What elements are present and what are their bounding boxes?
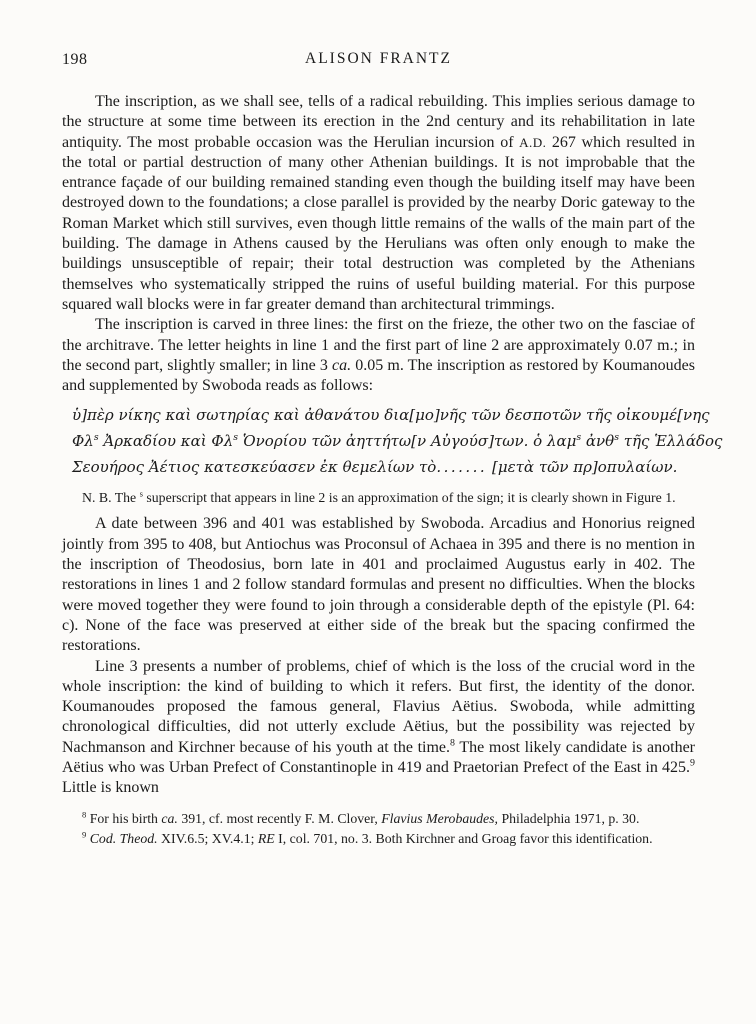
greek-inscription-line-2: $\Phi\lambda^s$ Ἀρκαδίου καὶ $\Phi\lambda^s$ Ὁνορίου τῶν ἀηττήτω[ν Αὐγούσ]των. ὁ λαμ$^s$ ἀνθ$^s$ τῆς Ἑλλάδος [72,432,723,451]
paragraph-rebuilding: The inscription, as we shall see, tells of a radical rebuilding. This implies serious damage to the structure at some time between its erection in the 2nd century and its rehabilitation in late antiquity. The most probable occasion was the Herulian incursion of A.D. 267 which resulted in the total or partial destruction of many other Athenian buildings. It is not improbable that the entrance façade of our building remained standing even though the building itself may have been destroyed down to the foundations; a close parallel is provided by the nearby Doric gateway to the Roman Market which still survives, even though little remains of the walls of the main part of the building. The damage in Athens caused by the Herulians was often only enough to make the buildings unsusceptible of repair; their total destruction was completed by the Athenians themselves who systematically stripped the ruins of useful building material. For this purpose squared wall blocks were in far greater demand than architectural trimmings. [62,93,695,313]
greek-inscription-line-1: ὑ]πὲρ νίκης καὶ σωτηρίας καὶ ἀθανάτου δια[μο]νῆς τῶν δεσποτῶν τῆς οἰκουμέ[νης [72,406,710,425]
greek-inscription-line-3: Σεουήρος Ἀέτιος κατεσκεύασεν ἐκ θεμελίων τὸ....... [μετὰ τῶν πρ]οπυλαίων. [72,458,678,477]
footnotes-section [62,809,695,850]
greek-inscription [72,402,723,480]
running-head: ALISON FRANTZ [305,50,452,67]
footnote-8: $^8$ For his birth ca. 391, cf. most recently F. M. Clover, Flavius Merobaudes, Philadelphia 1971, p. 30. [82,809,640,826]
paragraph-line3-problems: Line 3 presents a number of problems, chief of which is the loss of the crucial word in the whole inscription: the kind of building to which it refers. But first, the identity of the donor. Koumanoudes proposed the famous general, Flavius Aëtius. Swoboda, while admitting chronological difficulties, did not utterly exclude Aëtius, but the possibility was rejected by Nachmanson and Kirchner because of his youth at the time.$^8$ The most likely candidate is another Aëtius who was Urban Prefect of Constantinople in 419 and Praetorian Prefect of the East in 425.$^9$ Little is known [62,657,695,797]
page-header [62,50,695,70]
nota-bene-note: N. B. The $^s$ superscript that appears in line 2 is an approximation of the sign; it is clearly shown in Figure 1. [82,488,676,506]
paragraph-inscription-lines: The inscription is carved in three lines: the first on the frieze, the other two on the fasciae of the architrave. The letter heights in line 1 and the first part of line 2 are approximately 0.07 m.; in the second part, slightly smaller; in line 3 ca. 0.05 m. The inscription as restored by Koumanoudes and supplemented by Swoboda reads as follows: [62,316,695,395]
page-number: 198 [62,51,88,68]
paragraph-dating: A date between 396 and 401 was established by Swoboda. Arcadius and Honorius reigned jointly from 395 to 408, but Antiochus was Proconsul of Achaea in 395 and there is no mention in the inscription of Theodosius, born late in 401 and proclaimed Augustus early in 402. The restorations in lines 1 and 2 follow standard formulas and present no difficulties. When the blocks were moved together they were found to join through a considerable depth of the epistyle (Pl. 64: c). None of the face was preserved at either side of the break but the spacing confirmed the restorations. [62,515,695,655]
footnote-9: $^9$ Cod. Theod. XIV.6.5; XV.4.1; RE I, col. 701, no. 3. Both Kirchner and Groag favor this identification. [82,829,653,847]
page-body [62,92,723,799]
